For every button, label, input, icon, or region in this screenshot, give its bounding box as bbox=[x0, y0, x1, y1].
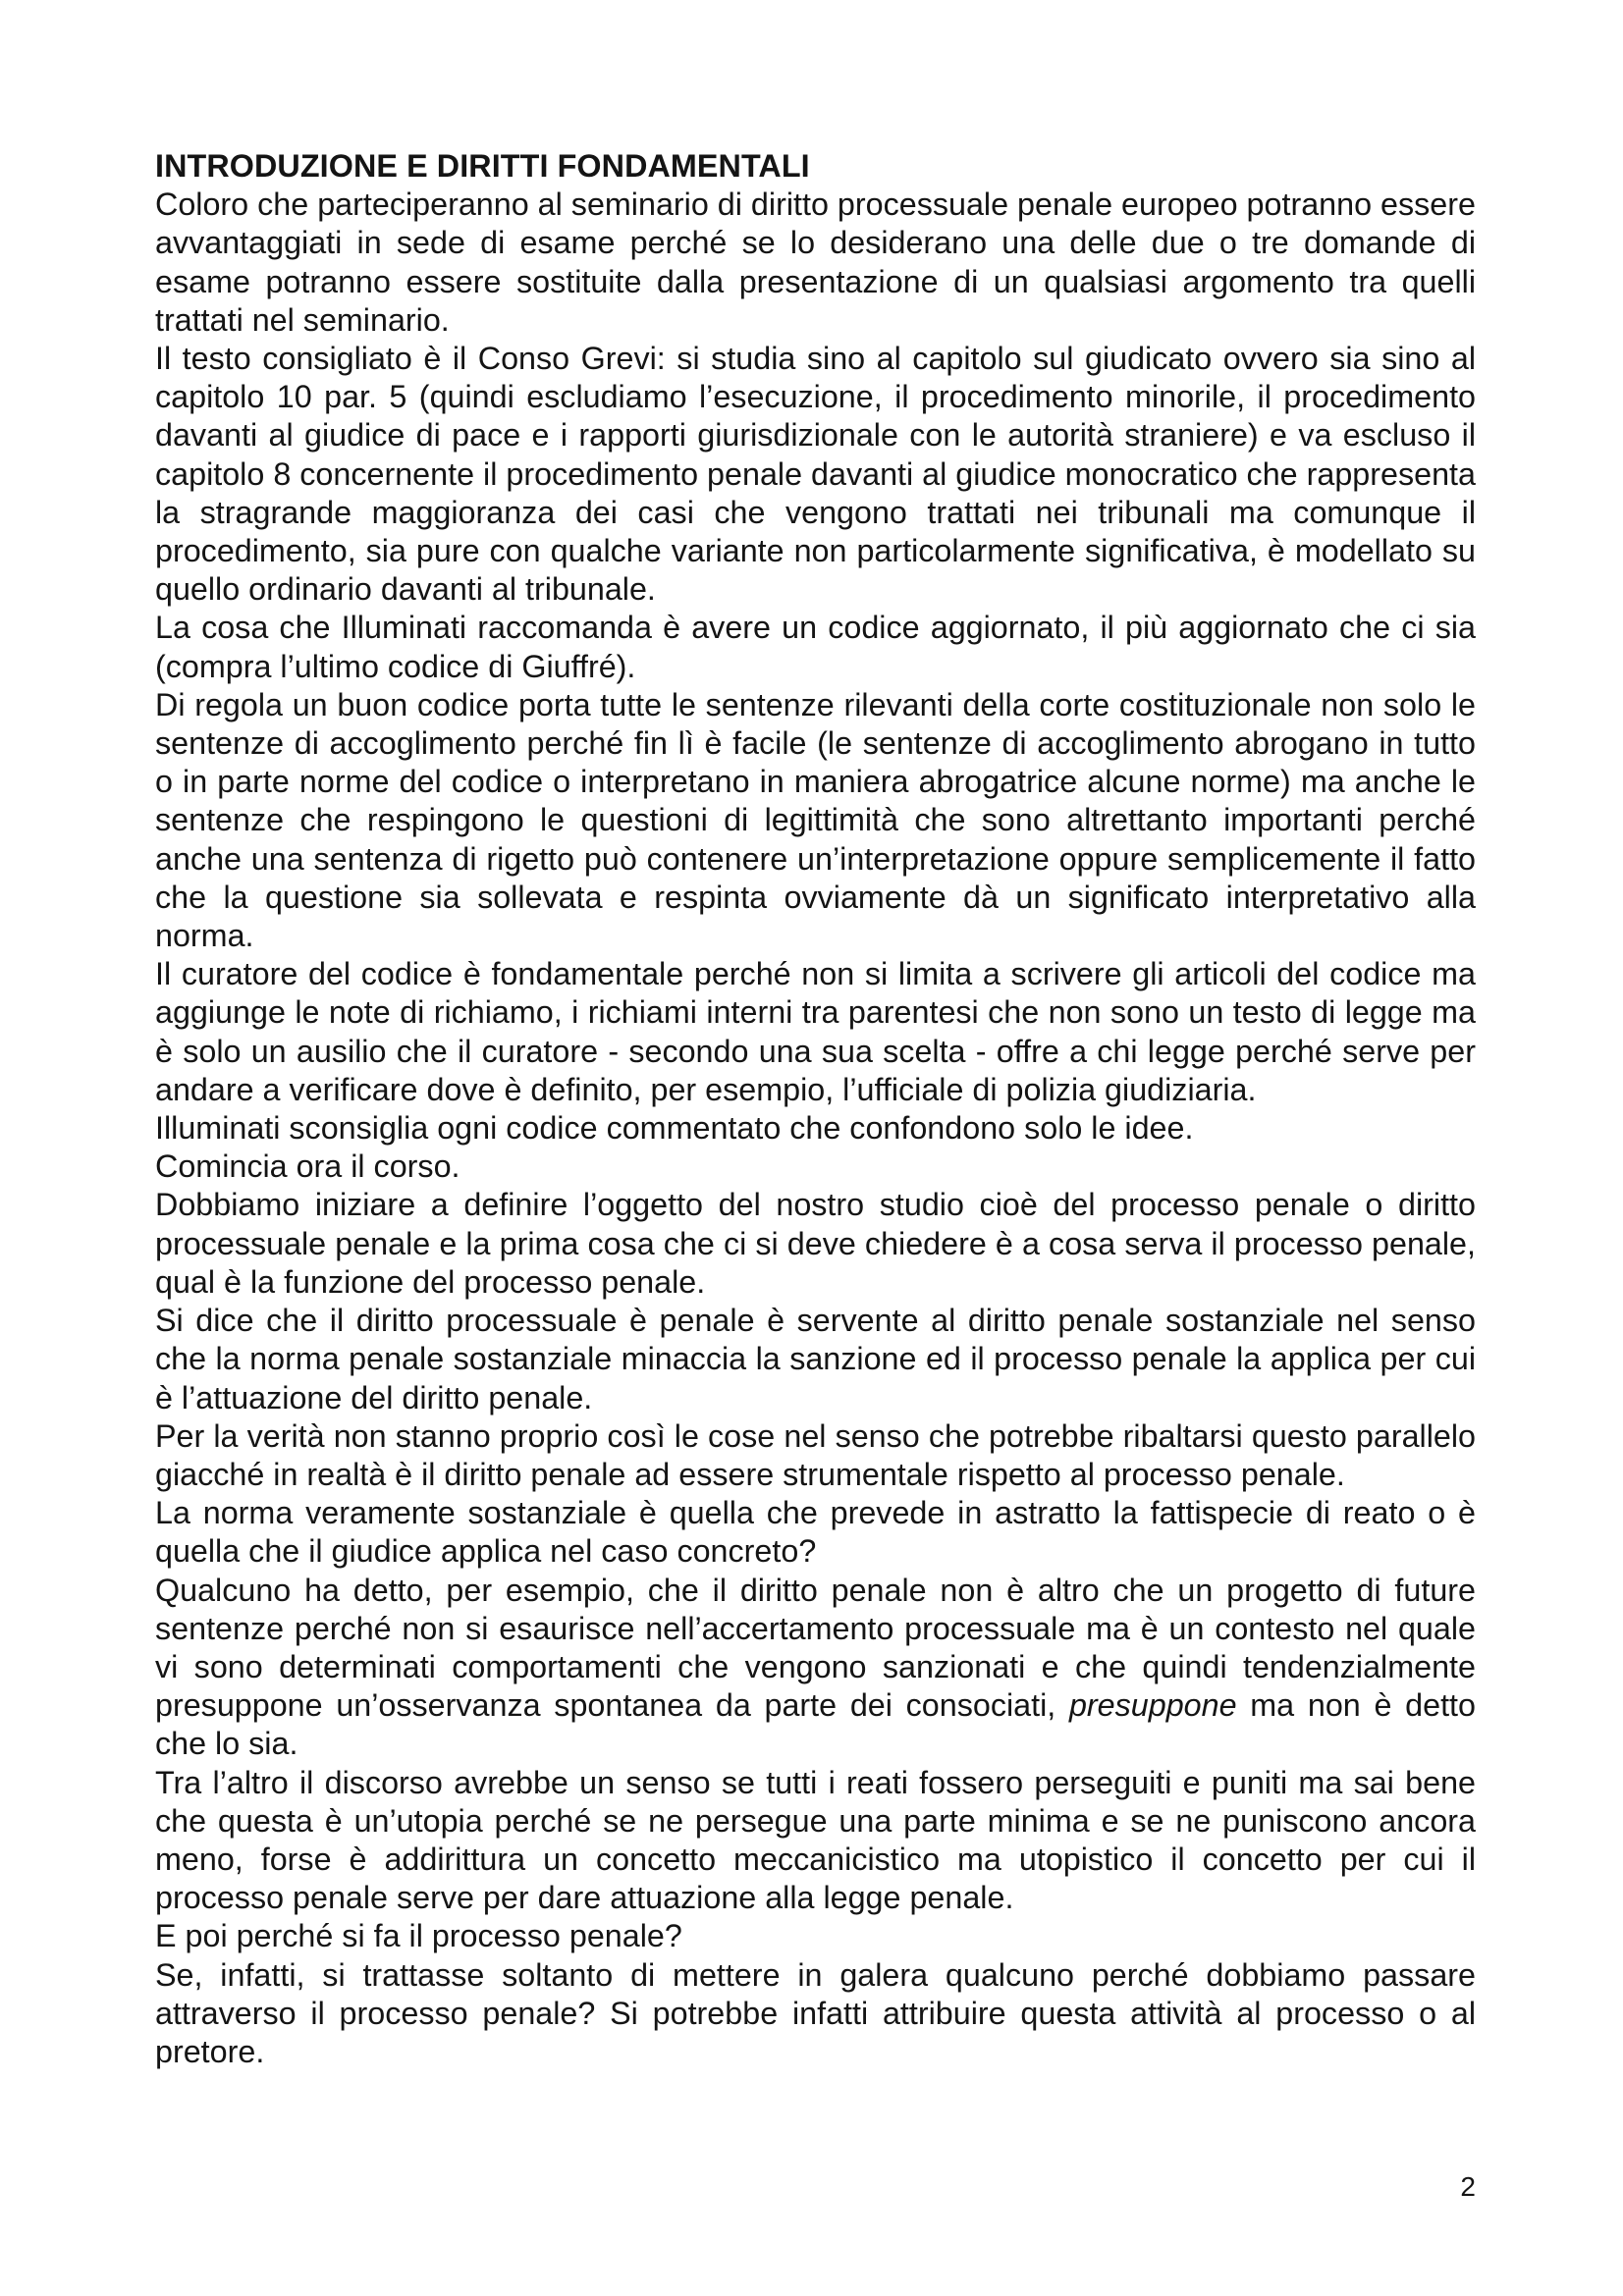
paragraph-galera: Se, infatti, si trattasse soltanto di mettere in galera qualcuno perché dobbiamo passare attraverso il processo penale? Si potrebbe infatti attribuire questa attività al processo o al pretore. bbox=[155, 1956, 1476, 2069]
paragraph-perche-processo: E poi perché si fa il processo penale? bbox=[155, 1918, 682, 1954]
paragraph-curatore: Il curatore del codice è fondamentale perché non si limita a scrivere gli articoli del codice ma aggiunge le note di richiamo, i richiami interni tra parentesi che non sono un testo di legge ma è solo un ausilio che il curatore - secondo una sua scelta - offre a chi legge perché serve per andare a verificare dove è definito, per esempio, l’ufficiale di polizia giudiziaria. bbox=[155, 956, 1476, 1107]
page-number: 2 bbox=[1460, 2171, 1476, 2202]
paragraph-diritto-servente: Si dice che il diritto processuale è penale è servente al diritto penale sostanziale nel senso che la norma penale sostanziale minaccia la sanzione ed il processo penale la applica per cui è l’attuazione del diritto penale. bbox=[155, 1303, 1476, 1415]
paragraph-utopia: Tra l’altro il discorso avrebbe un senso se tutti i reati fossero perseguiti e puniti ma sai bene che questa è un’utopia perché se ne persegue una parte minima e se ne puniscono ancora meno, forse è addirittura un concetto meccanicistico ma utopistico il concetto per cui il processo penale serve per dare attuazione alla legge penale. bbox=[155, 1764, 1476, 1916]
document-title: INTRODUZIONE E DIRITTI FONDAMENTALI bbox=[155, 148, 810, 184]
paragraph-norma-sostanziale: La norma veramente sostanziale è quella che prevede in astratto la fattispecie di reato o è quella che il giudice applica nel caso concreto? bbox=[155, 1495, 1476, 1570]
paragraph-codice-commentato: Illuminati sconsiglia ogni codice commentato che confondono solo le idee. bbox=[155, 1110, 1194, 1147]
paragraph-progetto-tail: ma non è detto che lo sia. bbox=[155, 1687, 1476, 1762]
paragraph-sentenze: Di regola un buon codice porta tutte le sentenze rilevanti della corte costituzionale non solo le sentenze di accoglimento perché fin lì è facile (le sentenze di accoglimento abrogano in tutto o in parte norme del codice o interpretano in maniera abrogatrice alcune norme) ma anche le sentenze che respingono le questioni di legittimità che sono altrettanto importanti perché anche una sentenza di rigetto può contenere un’interpretazione oppure semplicemente il fatto che la questione sia sollevata e respinta ovviamente dà un significato interpretativo alla norma. bbox=[155, 686, 1476, 954]
paragraph-progetto-text: Qualcuno ha detto, per esempio, che il diritto penale non è altro che un progetto di future sentenze perché non si esaurisce nell’accertamento processuale ma è un contesto nel quale vi sono determinati comportamenti che vengono sanzionati e che quindi tendenzialmente presuppone un’osservanza spontanea da parte dei consociati, bbox=[155, 1572, 1476, 1724]
paragraph-codice-aggiornato: La cosa che Illuminati raccomanda è avere un codice aggiornato, il più aggiornato che ci sia (compra l’ultimo codice di Giuffré). bbox=[155, 610, 1476, 684]
paragraph-seminario: Coloro che parteciperanno al seminario di diritto processuale penale europeo potranno essere avvantaggiati in sede di esame perché se lo desiderano una delle due o tre domande di esame potranno essere sostituite dalla presentazione di un qualsiasi argomento tra quelli trattati nel seminario. bbox=[155, 187, 1476, 338]
paragraph-inizio-corso: Comincia ora il corso. bbox=[155, 1148, 460, 1185]
paragraph-oggetto-studio: Dobbiamo iniziare a definire l’oggetto del nostro studio cioè del processo penale o diritto processuale penale e la prima cosa che ci si deve chiedere è a cosa serva il processo penale, qual è la funzione del processo penale. bbox=[155, 1187, 1476, 1300]
paragraph-testo-consigliato: Il testo consigliato è il Conso Grevi: si studia sino al capitolo sul giudicato ovvero sia sino al capitolo 10 par. 5 (quindi escludiamo l’esecuzione, il procedimento minorile, il procedimento davanti al giudice di pace e i rapporti giurisdizionale con le autorità straniere) e va escluso il capitolo 8 concernente il procedimento penale davanti al giudice monocratico che rappresenta la stragrande maggioranza dei casi che vengono trattati nei tribunali ma comunque il procedimento, sia pure con qualche variante non particolarmente significativa, è modellato su quello ordinario davanti al tribunale. bbox=[155, 341, 1476, 608]
document-page bbox=[155, 147, 1476, 2071]
italic-presuppone: presuppone bbox=[1068, 1687, 1237, 1724]
paragraph-progetto-sentenze bbox=[155, 1572, 1476, 1764]
paragraph-verita: Per la verità non stanno proprio così le cose nel senso che potrebbe ribaltarsi questo parallelo giacché in realtà è il diritto penale ad essere strumentale rispetto al processo penale. bbox=[155, 1417, 1476, 1492]
